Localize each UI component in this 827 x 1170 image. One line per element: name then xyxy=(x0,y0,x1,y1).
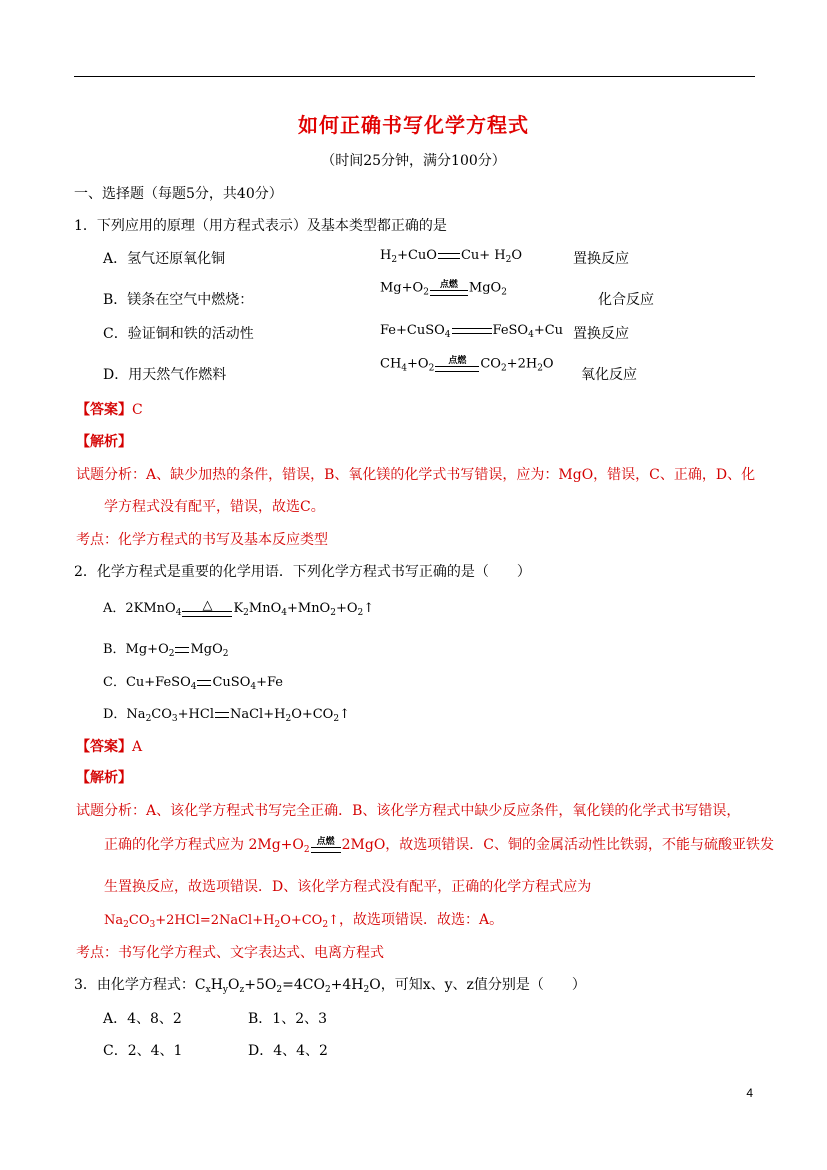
q3-option-d: D．4、4、2 xyxy=(248,1043,328,1059)
q1-analysis-label: 【解析】 xyxy=(76,434,132,450)
header-rule xyxy=(74,76,755,77)
q1-equation-d: $CH_4+O_2$ 点燃 $CO_2+2H_2O$ xyxy=(380,356,554,374)
q1-option-a: A．氢气还原氧化铜 xyxy=(103,251,226,267)
q2-kaodian: 考点：书写化学方程式、文字表达式、电离方程式 xyxy=(76,945,384,961)
q3-option-a: A．4、8、2 xyxy=(103,1011,182,1027)
page-title: 如何正确书写化学方程式 xyxy=(298,113,529,137)
q1-option-b: B．镁条在空气中燃烧： xyxy=(103,292,254,308)
q1-equation-b: $Mg+O_2$ 点燃 MgO$_2$ xyxy=(380,280,507,298)
q1-type-b: 化合反应 xyxy=(598,292,654,308)
q2-option-c: C．Cu+FeSO$_4$ CuSO$_4$+Fe xyxy=(103,675,283,692)
q2-analysis-line-4: $Na_2CO_3+2HCl=2NaCl+H_2O+CO_2↑$，故选项错误．故选：A。 xyxy=(104,912,504,930)
q1-type-d: 氧化反应 xyxy=(581,367,637,383)
q1-equation-c: Fe+CuSO$_4$ FeSO$_4$+Cu xyxy=(380,323,564,340)
q2-option-d: D．$Na_2CO_3+HCl$ $NaCl+H_2O+CO_2↑$ xyxy=(103,707,350,724)
q2-analysis-line-2: 正确的化学方程式应为 $2Mg+O_2$ 点燃 2MgO，故选项错误．C、铜的金属活动性比铁弱，不能与硫酸亚铁发 xyxy=(104,837,775,855)
q2-analysis-label: 【解析】 xyxy=(76,770,132,786)
q1-option-d: D．用天然气作燃料 xyxy=(103,367,227,383)
section-heading: 一、选择题（每题5分，共40分） xyxy=(74,186,283,202)
q1-analysis-line-2: 学方程式没有配平，错误，故选C。 xyxy=(104,499,325,515)
page-subtitle: （时间25分钟，满分100分） xyxy=(321,153,506,169)
q1-type-a: 置换反应 xyxy=(573,251,629,267)
q1-option-c: C．验证铜和铁的活动性 xyxy=(103,326,254,342)
q1-stem: 1．下列应用的原理（用方程式表示）及基本类型都正确的是 xyxy=(74,218,447,234)
page-number: 4 xyxy=(746,1086,753,1100)
q2-option-a: A．2KMnO$_4$ △ $K_2MnO_4+MnO_2+O_2↑$ xyxy=(103,597,375,618)
q1-answer: 【答案】C xyxy=(76,402,143,418)
q1-kaodian: 考点：化学方程式的书写及基本反应类型 xyxy=(76,532,328,548)
q1-equation-a: $H_2+CuO$ $Cu+ H_2O$ xyxy=(380,248,523,265)
q1-analysis-line-1: 试题分析：A、缺少加热的条件，错误，B、氧化镁的化学式书写错误，应为：MgO，错误，C、正确，D、化 xyxy=(76,467,756,483)
q2-option-b: B．$Mg+O_2$ MgO$_2$ xyxy=(103,642,229,659)
q2-analysis-line-3: 生置换反应，故选项错误．D、该化学方程式没有配平，正确的化学方程式应为 xyxy=(104,879,592,895)
q2-analysis-line-1: 试题分析：A、该化学方程式书写完全正确．B、该化学方程式中缺少反应条件，氧化镁的化学式书写错误， xyxy=(76,803,741,819)
q3-stem: 3．由化学方程式：$C_xH_yO_z+5O_2=4CO_2+4H_2O$，可知x、y、z值分别是（ ） xyxy=(74,977,586,995)
q3-option-b: B．1、2、3 xyxy=(248,1011,328,1027)
q2-answer: 【答案】A xyxy=(76,739,143,755)
q2-stem: 2．化学方程式是重要的化学用语．下列化学方程式书写正确的是（ ） xyxy=(74,564,531,580)
q3-option-c: C．2、4、1 xyxy=(103,1043,183,1059)
q1-type-c: 置换反应 xyxy=(573,326,629,342)
